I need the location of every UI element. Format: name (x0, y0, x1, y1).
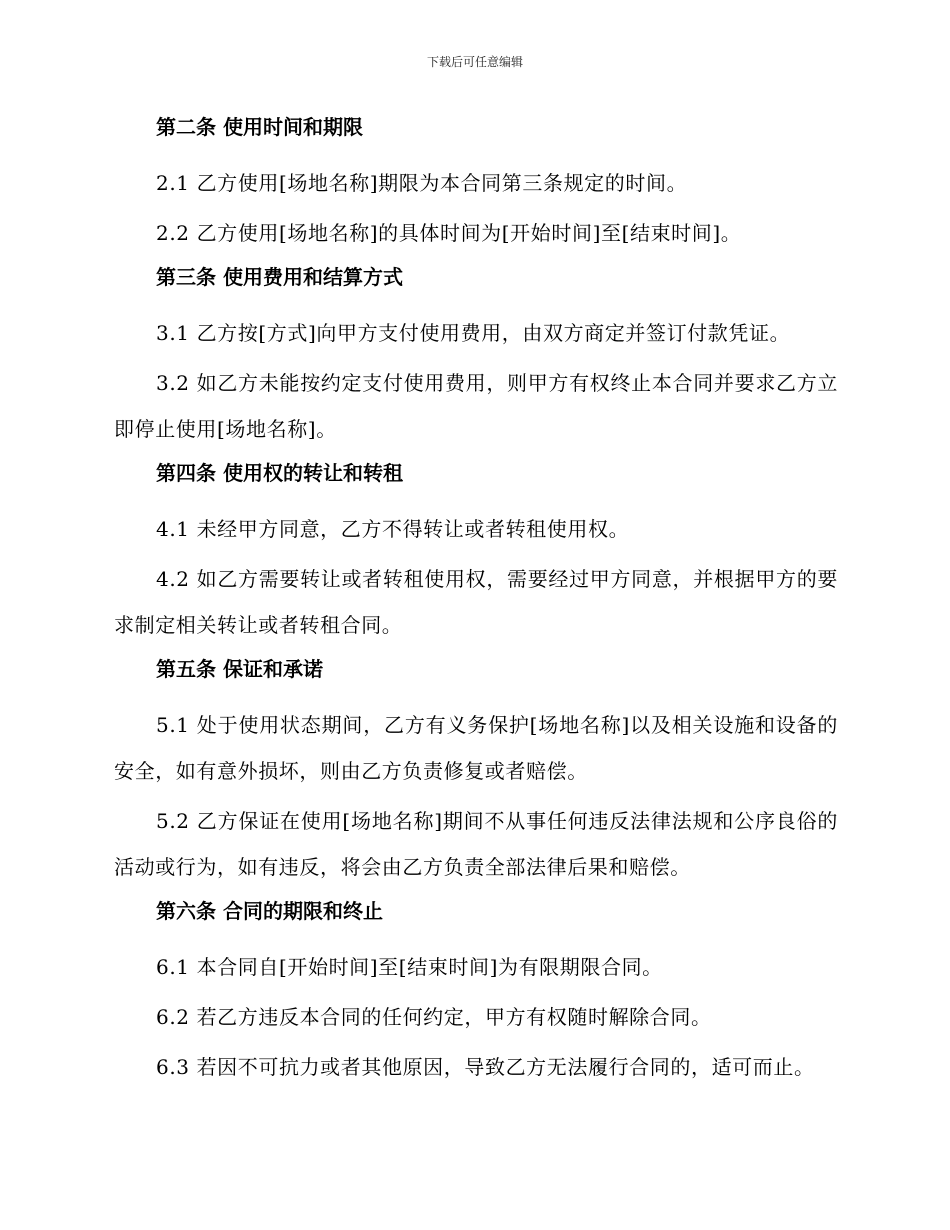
paragraph: 6.3 若因不可抗力或者其他原因，导致乙方无法履行合同的，适可而止。 (156, 1055, 815, 1079)
paragraph: 5.1 处于使用状态期间，乙方有义务保护[场地名称]以及相关设施和设备的安全，如有意外损坏，则由乙方负责修复或者赔偿。 (114, 713, 838, 783)
header-note: 下载后可任意编辑 (426, 55, 523, 69)
paragraph: 3.1 乙方按[方式]向甲方支付使用费用，由双方商定并签订付款凭证。 (156, 321, 791, 345)
paragraph: 4.1 未经甲方同意，乙方不得转让或者转租使用权。 (156, 517, 630, 541)
section-title: 第四条 使用权的转让和转租 (156, 461, 403, 485)
paragraph: 2.1 乙方使用[场地名称]期限为本合同第三条规定的时间。 (156, 171, 688, 195)
section-title: 第二条 使用时间和期限 (156, 115, 363, 139)
section-title: 第五条 保证和承诺 (156, 657, 323, 681)
paragraph: 6.1 本合同自[开始时间]至[结束时间]为有限期限合同。 (156, 955, 663, 979)
section-title: 第六条 合同的期限和终止 (156, 899, 383, 923)
section-5 (114, 652, 838, 890)
section-2 (114, 110, 838, 256)
document-body (114, 110, 838, 1094)
paragraph: 3.2 如乙方未能按约定支付使用费用，则甲方有权终止本合同并要求乙方立即停止使用[场地名称]。 (114, 371, 838, 441)
paragraph: 4.2 如乙方需要转让或者转租使用权，需要经过甲方同意，并根据甲方的要求制定相关转让或者转租合同。 (114, 567, 838, 637)
paragraph: 6.2 若乙方违反本合同的任何约定，甲方有权随时解除合同。 (156, 1005, 712, 1029)
section-4 (114, 456, 838, 648)
section-3 (114, 260, 838, 452)
section-6 (114, 894, 838, 1090)
paragraph: 5.2 乙方保证在使用[场地名称]期间不从事任何违反法律法规和公序良俗的活动或行为，如有违反，将会由乙方负责全部法律后果和赔偿。 (114, 809, 838, 879)
section-title: 第三条 使用费用和结算方式 (156, 265, 403, 289)
paragraph: 2.2 乙方使用[场地名称]的具体时间为[开始时间]至[结束时间]。 (156, 221, 742, 245)
